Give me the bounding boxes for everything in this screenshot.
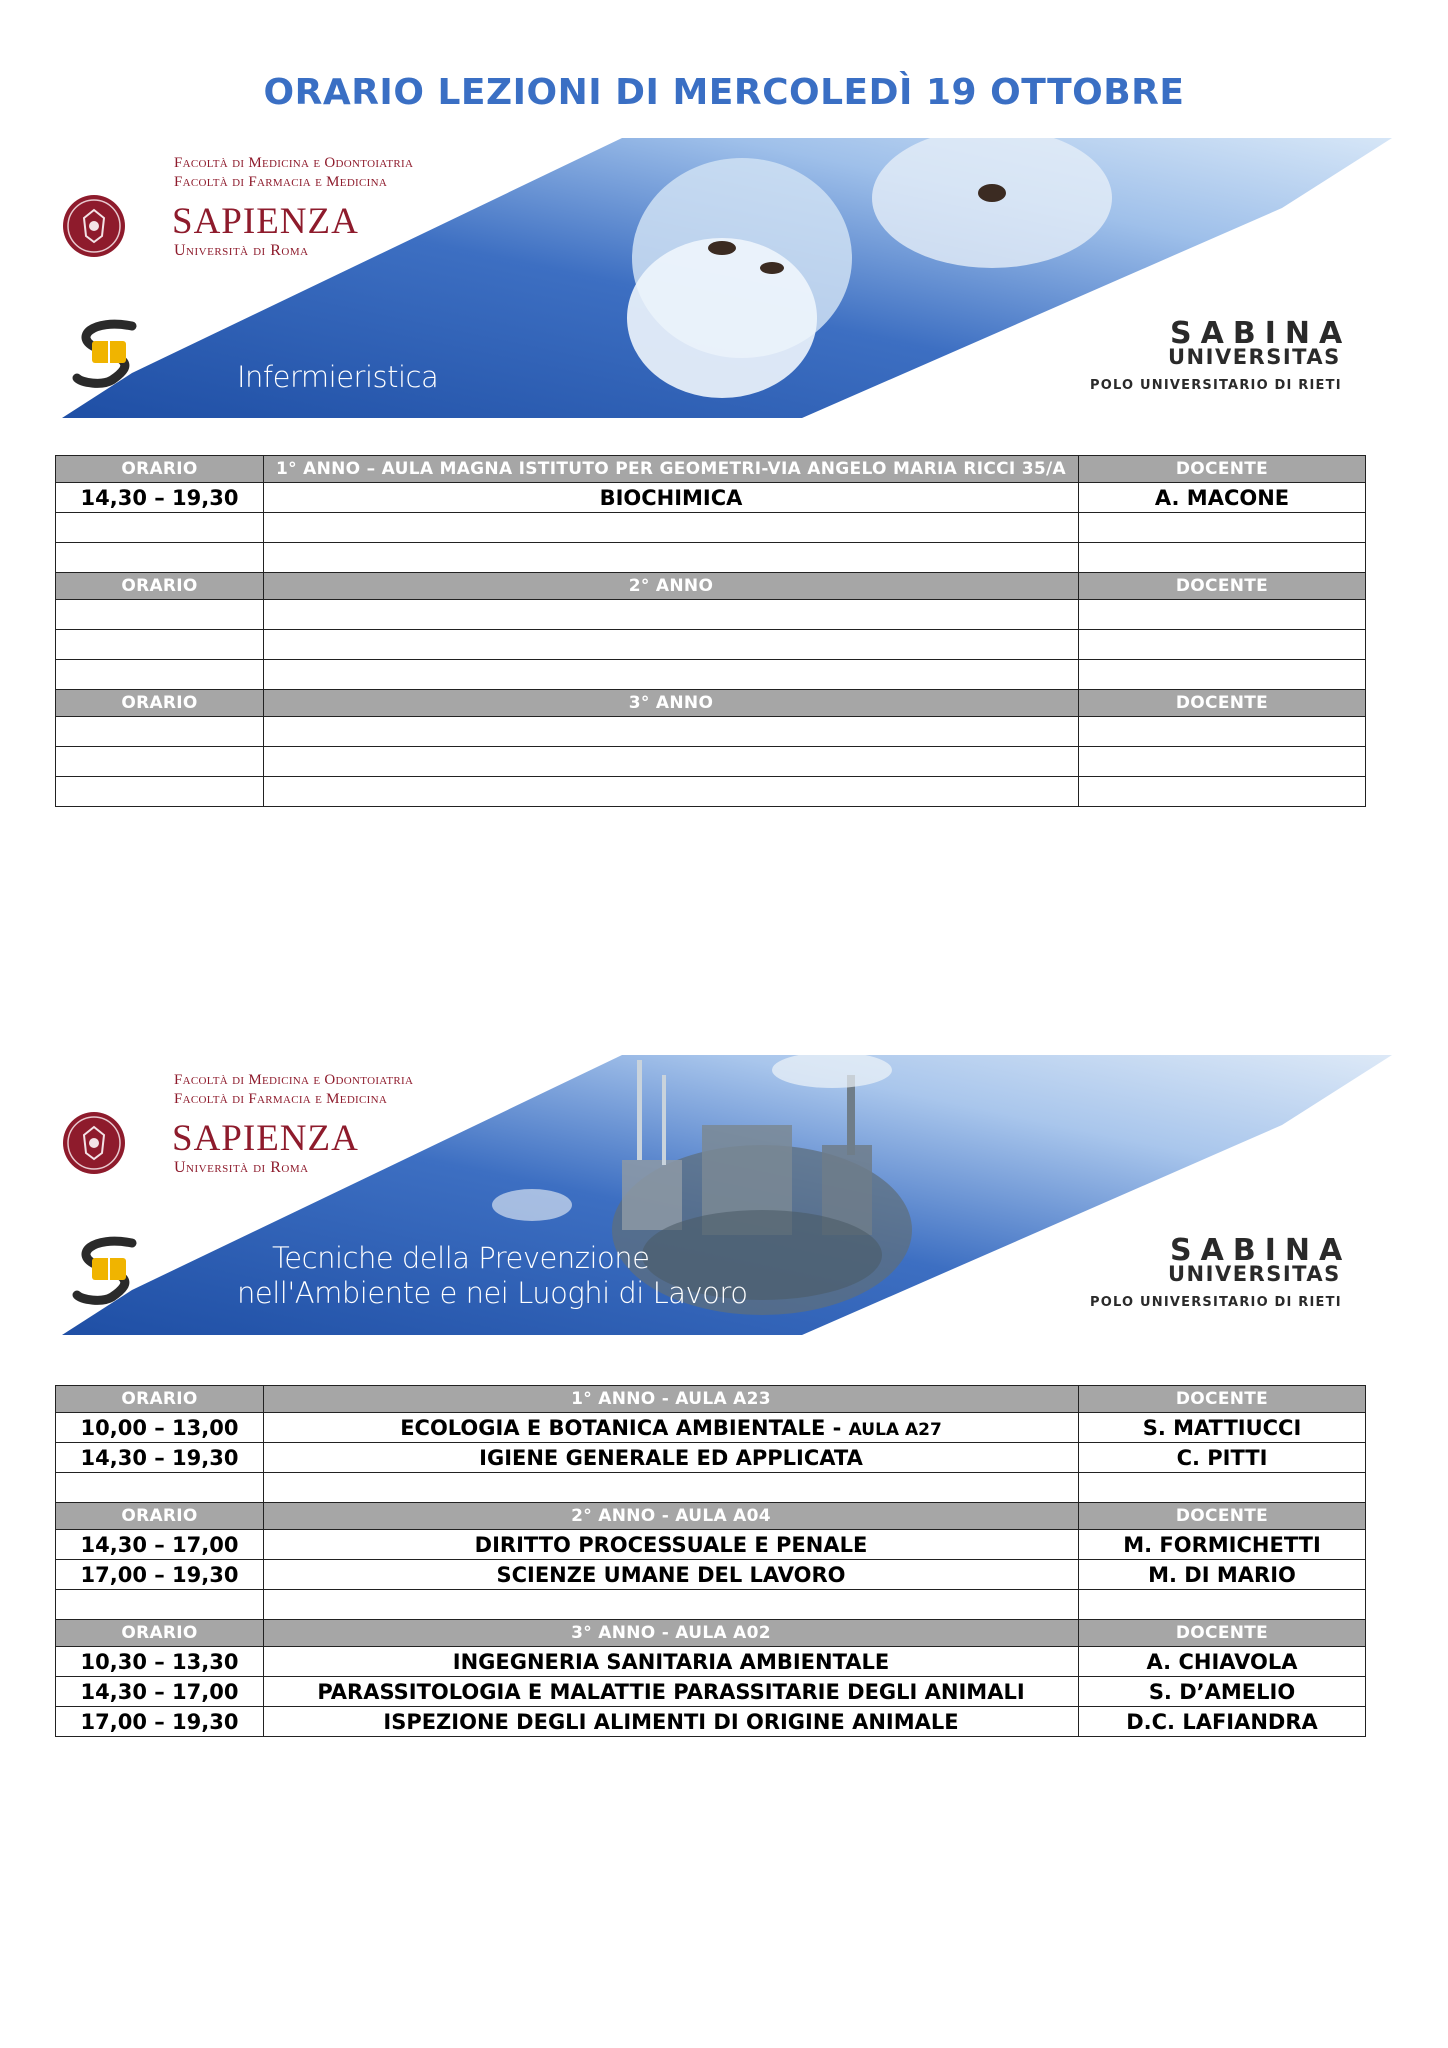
header-docente: DOCENTE [1079,1503,1366,1530]
time-cell: 17,00 – 19,30 [56,1707,264,1737]
sapienza-seal-icon [62,1111,126,1175]
table-row [56,1647,1366,1677]
faculty-line-2: Facoltà di Farmacia e Medicina [174,1091,388,1107]
time-cell: 10,00 – 13,00 [56,1413,264,1443]
empty-row [56,1590,1366,1620]
schedule-table-infermieristica [55,455,1366,807]
empty-row [56,777,1366,807]
teacher-cell: S. D’AMELIO [1079,1677,1366,1707]
sapienza-name: SAPIENZA [172,201,359,242]
header-orario: ORARIO [56,1503,264,1530]
header-orario: ORARIO [56,456,264,483]
teacher-cell: D.C. LAFIANDRA [1079,1707,1366,1737]
sapienza-seal-icon [62,194,126,258]
page-title: ORARIO LEZIONI DI MERCOLEDÌ 19 OTTOBRE [263,72,1185,113]
header-docente: DOCENTE [1079,1386,1366,1413]
subject-text: ECOLOGIA E BOTANICA AMBIENTALE - [400,1415,849,1440]
empty-row [56,717,1366,747]
header-orario: ORARIO [56,1386,264,1413]
header-row-year2 [56,573,1366,600]
header-orario: ORARIO [56,1620,264,1647]
header-year-title: 3° ANNO [264,690,1079,717]
header-orario: ORARIO [56,573,264,600]
banner-infermieristica [62,138,1392,418]
time-cell: 10,30 – 13,30 [56,1647,264,1677]
header-row-year1 [56,1386,1366,1413]
time-cell: 17,00 – 19,30 [56,1560,264,1590]
sabina-logo-icon [62,308,362,398]
table-row [56,483,1366,513]
sapienza-university: Università di Roma [174,242,309,259]
universitas-word: UNIVERSITAS [1168,1262,1341,1286]
teacher-cell: C. PITTI [1079,1443,1366,1473]
header-orario: ORARIO [56,690,264,717]
time-cell: 14,30 – 17,00 [56,1530,264,1560]
header-row-year1 [56,456,1366,483]
header-docente: DOCENTE [1079,573,1366,600]
time-cell: 14,30 – 19,30 [56,483,264,513]
table-row [56,1413,1366,1443]
sabina-word: SABINA [1170,316,1352,351]
header-docente: DOCENTE [1079,1620,1366,1647]
header-year-title: 2° ANNO - AULA A04 [264,1503,1079,1530]
subject-cell: DIRITTO PROCESSUALE E PENALE [264,1530,1079,1560]
header-docente: DOCENTE [1079,456,1366,483]
header-row-year3 [56,1620,1366,1647]
teacher-cell: M. FORMICHETTI [1079,1530,1366,1560]
table-row [56,1443,1366,1473]
empty-row [56,630,1366,660]
subject-cell: INGEGNERIA SANITARIA AMBIENTALE [264,1647,1079,1677]
empty-row [56,513,1366,543]
schedule-table-prevenzione [55,1385,1366,1737]
empty-row [56,747,1366,777]
polo-text: POLO UNIVERSITARIO DI RIETI [1090,378,1342,393]
header-year-title: 3° ANNO - AULA A02 [264,1620,1079,1647]
teacher-cell: A. CHIAVOLA [1079,1647,1366,1677]
header-docente: DOCENTE [1079,690,1366,717]
course-name-line-2: nell'Ambiente e nei Luoghi di Lavoro [237,1276,748,1310]
faculty-line-1: Facoltà di Medicina e Odontoiatria [174,155,414,171]
subject-cell: IGIENE GENERALE ED APPLICATA [264,1443,1079,1473]
polo-text: POLO UNIVERSITARIO DI RIETI [1090,1295,1342,1310]
subject-cell: SCIENZE UMANE DEL LAVORO [264,1560,1079,1590]
faculty-line-2: Facoltà di Farmacia e Medicina [174,174,388,190]
header-year-title: 1° ANNO – AULA MAGNA ISTITUTO PER GEOMETRI-VIA ANGELO MARIA RICCI 35/A [264,456,1079,483]
table-row [56,1530,1366,1560]
course-name: Infermieristica [237,360,439,394]
subject-cell: PARASSITOLOGIA E MALATTIE PARASSITARIE DEGLI ANIMALI [264,1677,1079,1707]
sabina-word: SABINA [1170,1233,1352,1268]
sapienza-university: Università di Roma [174,1159,309,1176]
banner-prevenzione [62,1055,1392,1335]
subject-cell [264,1413,1079,1443]
subject-room: AULA A27 [848,1419,942,1440]
time-cell: 14,30 – 17,00 [56,1677,264,1707]
empty-row [56,1473,1366,1503]
sapienza-name: SAPIENZA [172,1118,359,1159]
faculty-line-1: Facoltà di Medicina e Odontoiatria [174,1072,414,1088]
teacher-cell: M. DI MARIO [1079,1560,1366,1590]
time-cell: 14,30 – 19,30 [56,1443,264,1473]
subject-cell: ISPEZIONE DEGLI ALIMENTI DI ORIGINE ANIMALE [264,1707,1079,1737]
subject-cell: BIOCHIMICA [264,483,1079,513]
header-row-year3 [56,690,1366,717]
table-row [56,1560,1366,1590]
empty-row [56,600,1366,630]
empty-row [56,543,1366,573]
teacher-cell: S. MATTIUCCI [1079,1413,1366,1443]
header-year-title: 2° ANNO [264,573,1079,600]
universitas-word: UNIVERSITAS [1168,345,1341,369]
empty-row [56,660,1366,690]
header-row-year2 [56,1503,1366,1530]
header-year-title: 1° ANNO - AULA A23 [264,1386,1079,1413]
teacher-cell: A. MACONE [1079,483,1366,513]
sabina-logo-icon [62,1225,362,1315]
course-name-line-1: Tecniche della Prevenzione [272,1241,650,1275]
table-row [56,1707,1366,1737]
table-row [56,1677,1366,1707]
